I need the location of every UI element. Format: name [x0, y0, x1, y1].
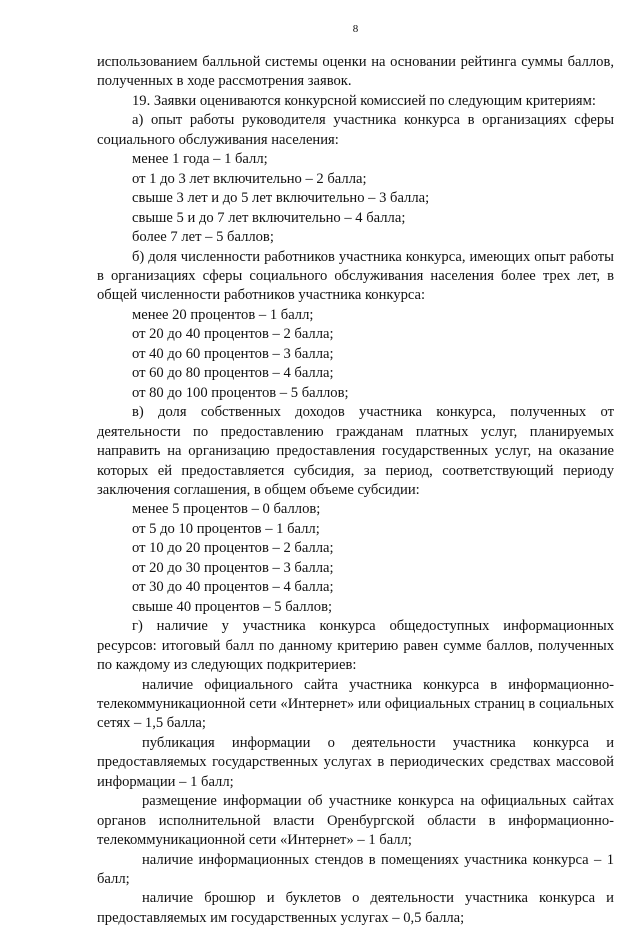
subcriterion-website: наличие официального сайта участника конкурса в информационно-телекоммуникационной сети «Интернет» или официальных страниц в социальных сетях – 1,5 балла; — [97, 676, 614, 732]
score-item: от 60 до 80 процентов – 4 балла; — [132, 365, 334, 382]
criterion-a: а) опыт работы руководителя участника конкурса в организациях сферы социального обслуживания населения: — [97, 112, 614, 148]
subcriterion-media: публикация информации о деятельности участника конкурса и предоставляемых государственных услугах в периодических средствах массовой информации – 1 балл; — [97, 734, 614, 790]
score-item: менее 5 процентов – 0 баллов; — [132, 501, 321, 518]
score-item: от 20 до 30 процентов – 3 балла; — [132, 559, 334, 576]
score-item: от 30 до 40 процентов – 4 балла; — [132, 579, 334, 596]
criterion-b: б) доля численности работников участника конкурса, имеющих опыт работы в организациях сферы социального обслуживания населения более трех лет, в общей численности работников участника конкурса: — [97, 248, 614, 304]
score-item: от 40 до 60 процентов – 3 балла; — [132, 345, 334, 362]
subcriterion-brochures: наличие брошюр и буклетов о деятельности участника конкурса и предоставляемых им государственных услугах – 0,5 балла; — [97, 890, 614, 926]
score-item: от 10 до 20 процентов – 2 балла; — [132, 540, 334, 557]
score-item: менее 20 процентов – 1 балл; — [132, 306, 314, 323]
score-item: свыше 40 процентов – 5 баллов; — [132, 598, 333, 615]
subcriterion-stands: наличие информационных стендов в помещениях участника конкурса – 1 балл; — [97, 851, 614, 888]
criterion-v: в) доля собственных доходов участника конкурса, полученных от деятельности по предоставлению гражданам платных услуг, планируемых направить на организацию предоставления государственных услуг, на оказание которых ей предоставляется субсидия, за период, соответствующий периоду заключения соглашения, в общем объеме субсидии: — [97, 404, 614, 498]
score-item: от 80 до 100 процентов – 5 баллов; — [132, 384, 349, 401]
page-number: 8 — [352, 23, 359, 35]
criterion-g: г) наличие у участника конкурса общедоступных информационных ресурсов: итоговый балл по данному критерию равен сумме баллов, полученных по каждому из следующих подкритериев: — [97, 618, 614, 674]
score-item: от 5 до 10 процентов – 1 балл; — [132, 520, 320, 537]
score-item: менее 1 года – 1 балл; — [132, 151, 268, 168]
paragraph-criteria-intro: 19. Заявки оцениваются конкурсной комиссией по следующим критериям: — [132, 92, 596, 109]
score-item: более 7 лет – 5 баллов; — [132, 229, 274, 246]
subcriterion-gov-sites: размещение информации об участнике конкурса на официальных сайтах органов исполнительной власти Оренбургской области в информационно-телекоммуникационной сети «Интернет» – 1 балл; — [97, 793, 614, 849]
document-body — [97, 53, 614, 928]
score-item: свыше 3 лет и до 5 лет включительно – 3 балла; — [132, 190, 430, 207]
paragraph-continuation: использованием балльной системы оценки на основании рейтинга суммы баллов, полученных в ходе рассмотрения заявок. — [97, 54, 614, 90]
score-item: свыше 5 и до 7 лет включительно – 4 балла; — [132, 209, 406, 226]
score-item: от 1 до 3 лет включительно – 2 балла; — [132, 170, 367, 187]
score-item: от 20 до 40 процентов – 2 балла; — [132, 326, 334, 343]
